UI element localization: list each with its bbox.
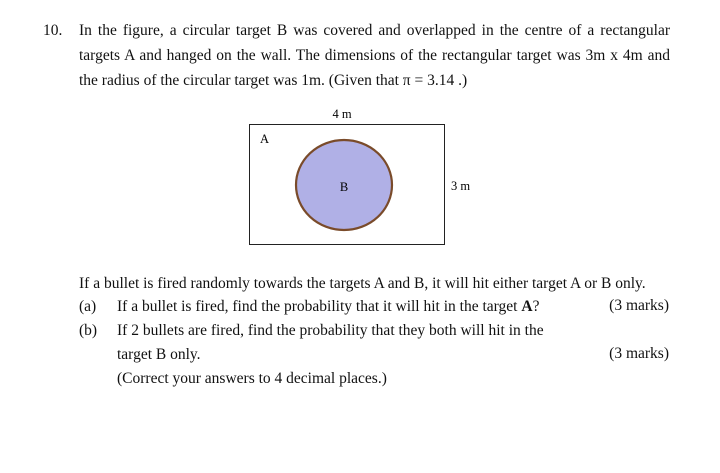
rounding-note: (Correct your answers to 4 decimal places.) <box>117 370 387 387</box>
part-a-text-after: ? <box>532 298 540 315</box>
width-label: 4 m <box>332 107 352 121</box>
height-label: 3 m <box>451 179 471 193</box>
question-text-line-1: In the figure, a circular target B was covered and overlapped in the centre of a rectangular <box>79 22 670 39</box>
part-b-text-line-2: target B only. <box>117 346 201 363</box>
part-a-text <box>117 298 539 316</box>
part-b-label: (b) <box>79 322 98 339</box>
intro-text: If a bullet is fired randomly towards the targets A and B, it will hit either target A or B only. <box>79 275 646 292</box>
rect-label-a: A <box>260 132 270 146</box>
circle-label-b: B <box>339 180 349 194</box>
part-a-bold-target: A <box>521 298 533 315</box>
question-text-line-3: the radius of the circular target was 1m. (Given that π = 3.14 .) <box>79 72 468 89</box>
part-a-label: (a) <box>79 298 97 315</box>
question-text-line-2: targets A and hanged on the wall. The dimensions of the rectangular target was 3m x 4m and <box>79 47 670 64</box>
question-number: 10. <box>43 22 63 39</box>
part-b-text-line-1: If 2 bullets are fired, find the probability that they both will hit in the <box>117 322 544 339</box>
part-a-text-before: If a bullet is fired, find the probability that it will hit in the target <box>117 298 522 315</box>
part-b-marks: (3 marks) <box>609 345 669 362</box>
part-a-marks: (3 marks) <box>609 297 669 314</box>
